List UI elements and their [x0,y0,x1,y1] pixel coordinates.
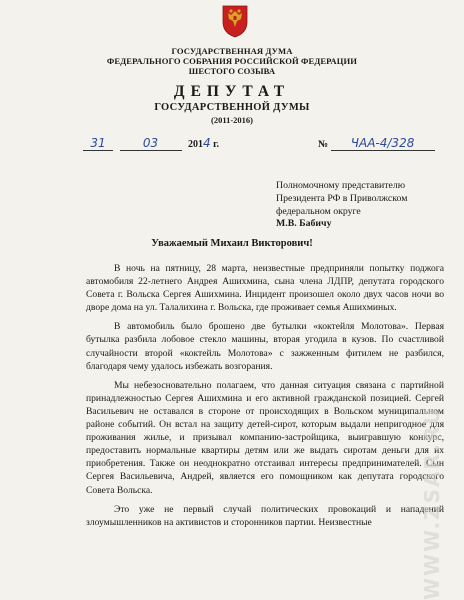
date-month: 03 [120,136,182,151]
number-label: № [318,139,329,150]
letterhead-term: (2011-2016) [210,115,254,125]
date-year-prefix: 201 [188,139,203,150]
org-line-1: ГОСУДАРСТВЕННАЯ ДУМА [171,46,293,56]
addressee-line-2: Президента РФ в Приволжском [276,192,408,204]
site-watermark: WWW.ZSAR.RU [420,406,444,600]
date-year-suffix: г. [213,139,220,150]
addressee-name: М.В. Бабичу [276,218,332,230]
paragraph: В ночь на пятницу, 28 марта, неизвестные предприняли попытку поджога автомобиля 22-летнего Андрея Ашихмина, сына члена ЛДПР, депутата городского Совета г. Вольска Сергея Ашихмина. Инцидент произошел около двух часов ночи во дворе дома на ул. Талалихина г. Вольска, где проживает семья Ашихминых. [86,263,444,314]
letter-number [318,136,435,151]
paragraph: Мы небезосновательно полагаем, что данная ситуация связана с партийной принадлежностью Сергея Ашихмина и его активной гражданской позицией. Сергей Васильевич не оставался в стороне от происходящих в Вольском муниципальном районе событий. Он встал на защиту детей-сирот, которым выдали непригодное для проживания жилье, и призывал компанию-застройщика, выигравшую конкурс, предоставить нормальные квартиры детям или же выдать сиротам деньги для их приобретения. Также он неоднократно отстаивал интересы предпринимателей. Сын Сергея Васильевича, Андрей, является его помощником как депутата городского Совета Вольска. [86,379,444,496]
paragraph: В автомобиль было брошено две бутылки «коктейля Молотова». Первая бутылка разбила лобовое стекло машины, вторая угодила в кузов. По счастливой случайности второй «коктейль Молотова» с зажженным фитилем не разбился, благодаря чему удалось избежать возгорания. [86,321,444,372]
org-line-3: ШЕСТОГО СОЗЫВА [188,66,276,76]
paragraph: Это уже не первый случай политических провокаций и нападений злоумышленников на активистов и сторонников партии. Неизвестные [86,503,444,528]
addressee-block [276,180,407,231]
coat-of-arms-icon [220,2,250,38]
org-line-2: ФЕДЕРАЛЬНОГО СОБРАНИЯ РОССИЙСКОЙ ФЕДЕРАЦИИ [106,56,358,66]
letter-date [83,136,219,151]
salutation: Уважаемый Михаил Викторович! [151,238,313,249]
letter-body [86,262,444,535]
letterhead-subtitle: ГОСУДАРСТВЕННОЙ ДУМЫ [154,102,310,113]
date-year-hand: 4 [203,136,211,150]
letterhead-title: ДЕПУТАТ [173,83,291,100]
addressee-line-3: федеральном округе [276,205,361,217]
date-day: 31 [83,136,113,151]
number-value: ЧАА-4/328 [331,136,435,151]
addressee-line-1: Полномочному представителю [276,180,406,191]
